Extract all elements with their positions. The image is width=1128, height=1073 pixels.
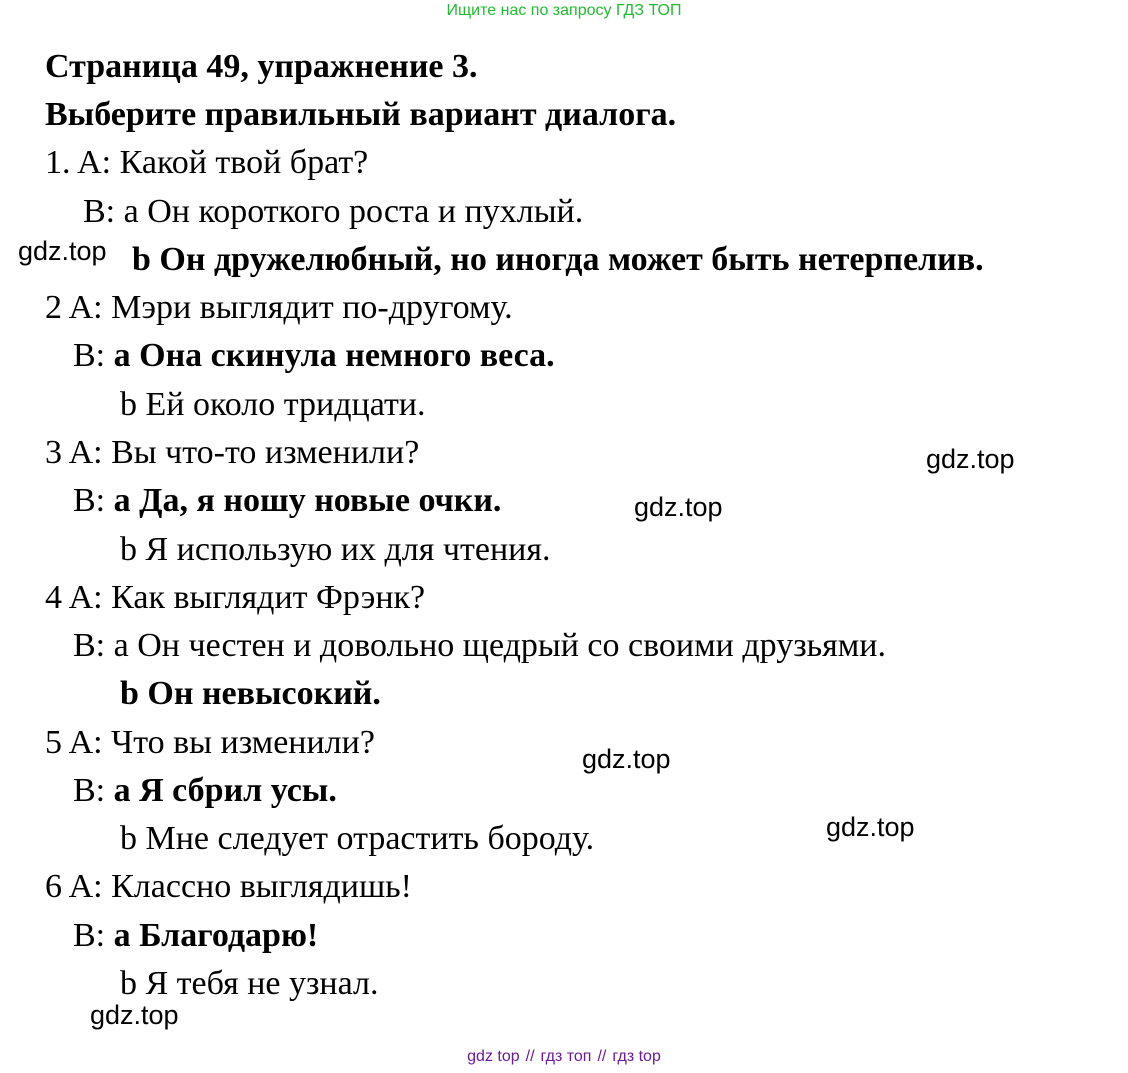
q6-option-a: a Благодарю! (113, 917, 319, 954)
q3-answer-line (73, 484, 501, 518)
watermark-text: gdz.top (18, 236, 107, 266)
page-title: Страница 49, упражнение 3. (45, 48, 478, 85)
footer-link[interactable]: gdz top (467, 1048, 520, 1065)
footer-links (0, 1048, 1128, 1066)
q2-option-b: b Ей около тридцати. (120, 386, 426, 423)
watermark-text: gdz.top (826, 812, 915, 842)
q1-option-b: b Он дружелюбный, но иногда может быть нетерпелив. (132, 241, 984, 278)
q3-option-b: b Я использую их для чтения. (120, 531, 551, 568)
q2-answer-line (73, 339, 555, 373)
footer-link[interactable]: гдз топ (540, 1048, 592, 1065)
q5-option-a: a Я сбрил усы. (113, 772, 337, 809)
q5-question: 5 A: Что вы изменили? (45, 724, 375, 761)
q3-option-a: a Да, я ношу новые очки. (113, 482, 502, 519)
q2-answer-prefix: B: (73, 337, 114, 374)
q2-question: 2 A: Мэри выглядит по-другому. (45, 289, 513, 326)
q5-option-b: b Мне следует отрастить бороду. (120, 820, 595, 857)
q3-answer-prefix: B: (73, 482, 114, 519)
q1-question: 1. A: Какой твой брат? (45, 144, 369, 181)
q6-answer-prefix: B: (73, 917, 114, 954)
q6-question: 6 A: Классно выглядишь! (45, 868, 412, 905)
q5-answer-line (73, 774, 337, 808)
watermark-text: gdz.top (926, 444, 1015, 474)
q5-answer-prefix: B: (73, 772, 114, 809)
q4-option-b: b Он невысокий. (120, 675, 381, 712)
watermark-text: gdz.top (90, 1000, 179, 1030)
q3-question: 3 A: Вы что-то изменили? (45, 434, 420, 471)
q6-option-b: b Я тебя не узнал. (120, 965, 379, 1002)
q2-option-a: a Она скинула немного веса. (113, 337, 555, 374)
footer-separator: // (597, 1048, 607, 1065)
instruction: Выберите правильный вариант диалога. (45, 96, 677, 133)
footer-link[interactable]: гдз top (612, 1048, 661, 1065)
q4-question: 4 A: Как выглядит Фрэнк? (45, 579, 426, 616)
q1-option-a: B: a Он короткого роста и пухлый. (83, 193, 584, 230)
watermark-text: gdz.top (582, 744, 671, 774)
q6-answer-line (73, 919, 318, 953)
watermark-text: gdz.top (634, 492, 723, 522)
q4-option-a: B: a Он честен и довольно щедрый со своими друзьями. (73, 627, 886, 664)
footer-separator: // (525, 1048, 535, 1065)
top-banner: Ищите нас по запросу ГДЗ ТОП (446, 2, 682, 19)
